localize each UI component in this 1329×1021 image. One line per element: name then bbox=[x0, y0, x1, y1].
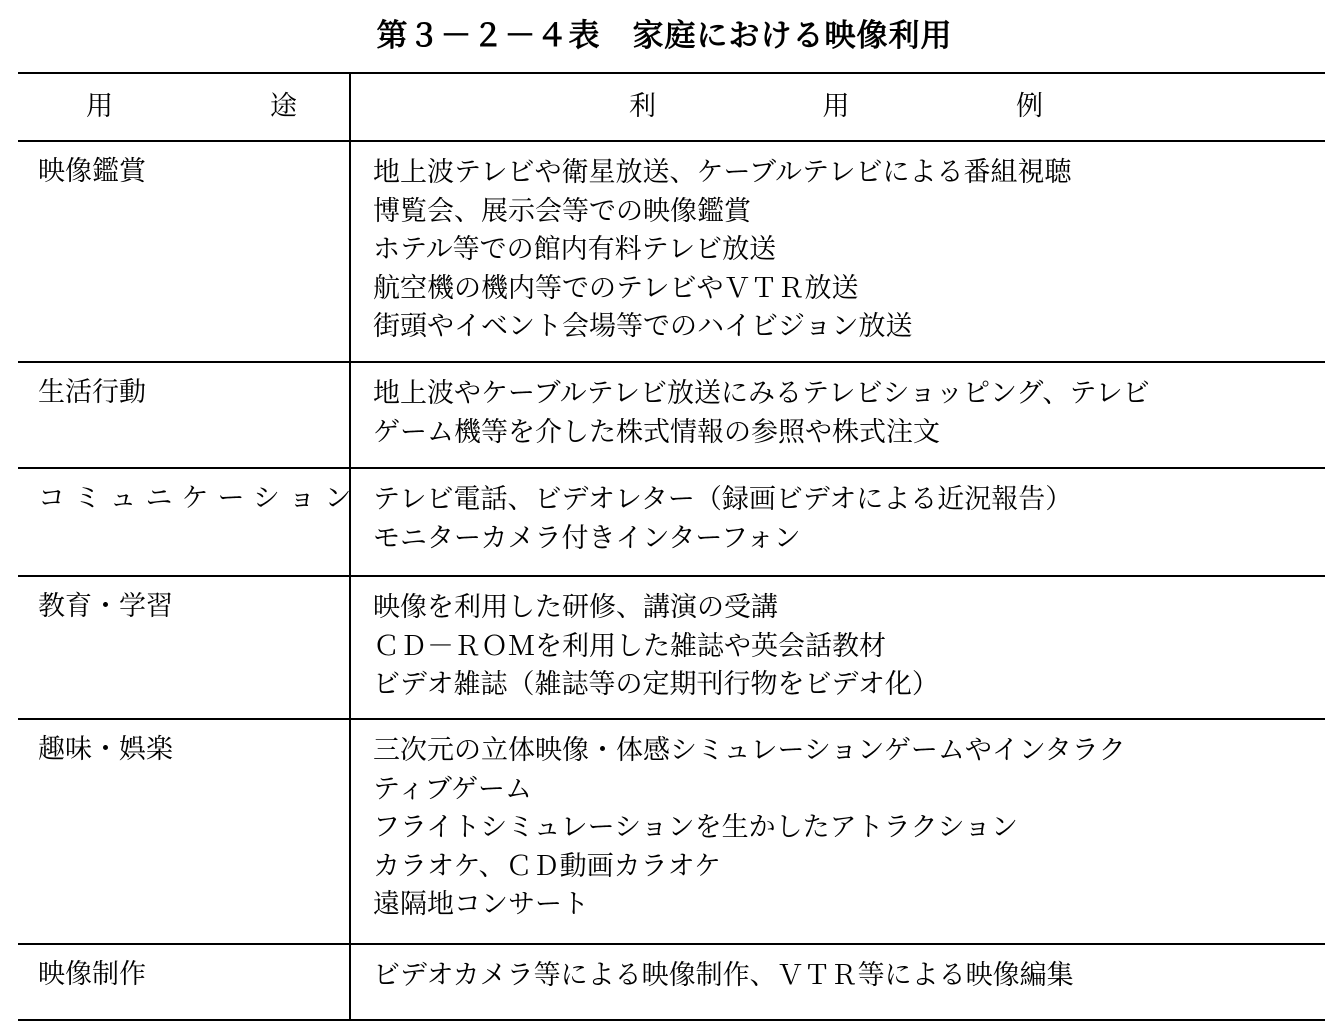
examples-cell bbox=[350, 468, 1325, 576]
table-row bbox=[18, 576, 1325, 719]
purpose-cell: 生活行動 bbox=[18, 362, 350, 468]
table-row bbox=[18, 141, 1325, 362]
example-line: フライトシミュレーションを生かしたアトラクション bbox=[373, 812, 1019, 843]
header-row bbox=[18, 73, 1325, 141]
examples-cell bbox=[350, 141, 1325, 362]
example-line: 街頭やイベント会場等でのハイビジョン放送 bbox=[373, 311, 913, 342]
example-line: 博覧会、展示会等での映像鑑賞 bbox=[373, 195, 751, 227]
table-row bbox=[18, 944, 1325, 1020]
example-line: ティブゲーム bbox=[373, 773, 533, 805]
purpose-cell: 映像制作 bbox=[18, 944, 350, 1020]
purpose-cell: 趣味・娯楽 bbox=[18, 719, 350, 944]
table-row bbox=[18, 719, 1325, 944]
examples-cell bbox=[350, 362, 1325, 468]
examples-cell bbox=[350, 944, 1325, 1020]
table-row bbox=[18, 468, 1325, 576]
usage-table bbox=[18, 72, 1325, 1021]
examples-cell bbox=[350, 719, 1325, 944]
purpose-cell: 映像鑑賞 bbox=[18, 141, 350, 362]
examples-cell bbox=[350, 576, 1325, 719]
header-purpose: 用 途 bbox=[18, 73, 350, 141]
example-line: 三次元の立体映像・体感シミュレーションゲームやインタラク bbox=[373, 735, 1126, 766]
example-line: カラオケ、ＣＤ動画カラオケ bbox=[373, 850, 722, 882]
example-line: モニターカメラ付きインターフォン bbox=[373, 522, 801, 554]
table-row bbox=[18, 362, 1325, 468]
example-line: ＣＤ－ＲＯＭを利用した雑誌や英会話教材 bbox=[373, 630, 886, 662]
example-line: ホテル等での館内有料テレビ放送 bbox=[373, 234, 777, 265]
example-line: 地上波やケーブルテレビ放送にみるテレビショッピング、テレビ bbox=[373, 378, 1150, 409]
purpose-cell: コミュニケーション bbox=[18, 468, 350, 576]
example-line: 地上波テレビや衛星放送、ケーブルテレビによる番組視聴 bbox=[373, 157, 1072, 188]
example-line: ビデオカメラ等による映像制作、ＶＴＲ等による映像編集 bbox=[373, 960, 1074, 991]
example-line: 遠隔地コンサート bbox=[373, 889, 589, 920]
header-examples: 利 用 例 bbox=[350, 73, 1325, 141]
example-line: ビデオ雑誌（雑誌等の定期刊行物をビデオ化） bbox=[373, 669, 939, 700]
purpose-cell: 教育・学習 bbox=[18, 576, 350, 719]
example-line: 航空機の機内等でのテレビやＶＴＲ放送 bbox=[373, 272, 859, 304]
example-line: ゲーム機等を介した株式情報の参照や株式注文 bbox=[373, 416, 940, 448]
example-line: 映像を利用した研修、講演の受講 bbox=[373, 592, 778, 623]
example-line: テレビ電話、ビデオレター（録画ビデオによる近況報告） bbox=[373, 484, 1073, 515]
table-title: 第３－２－４表 家庭における映像利用 bbox=[376, 18, 953, 54]
